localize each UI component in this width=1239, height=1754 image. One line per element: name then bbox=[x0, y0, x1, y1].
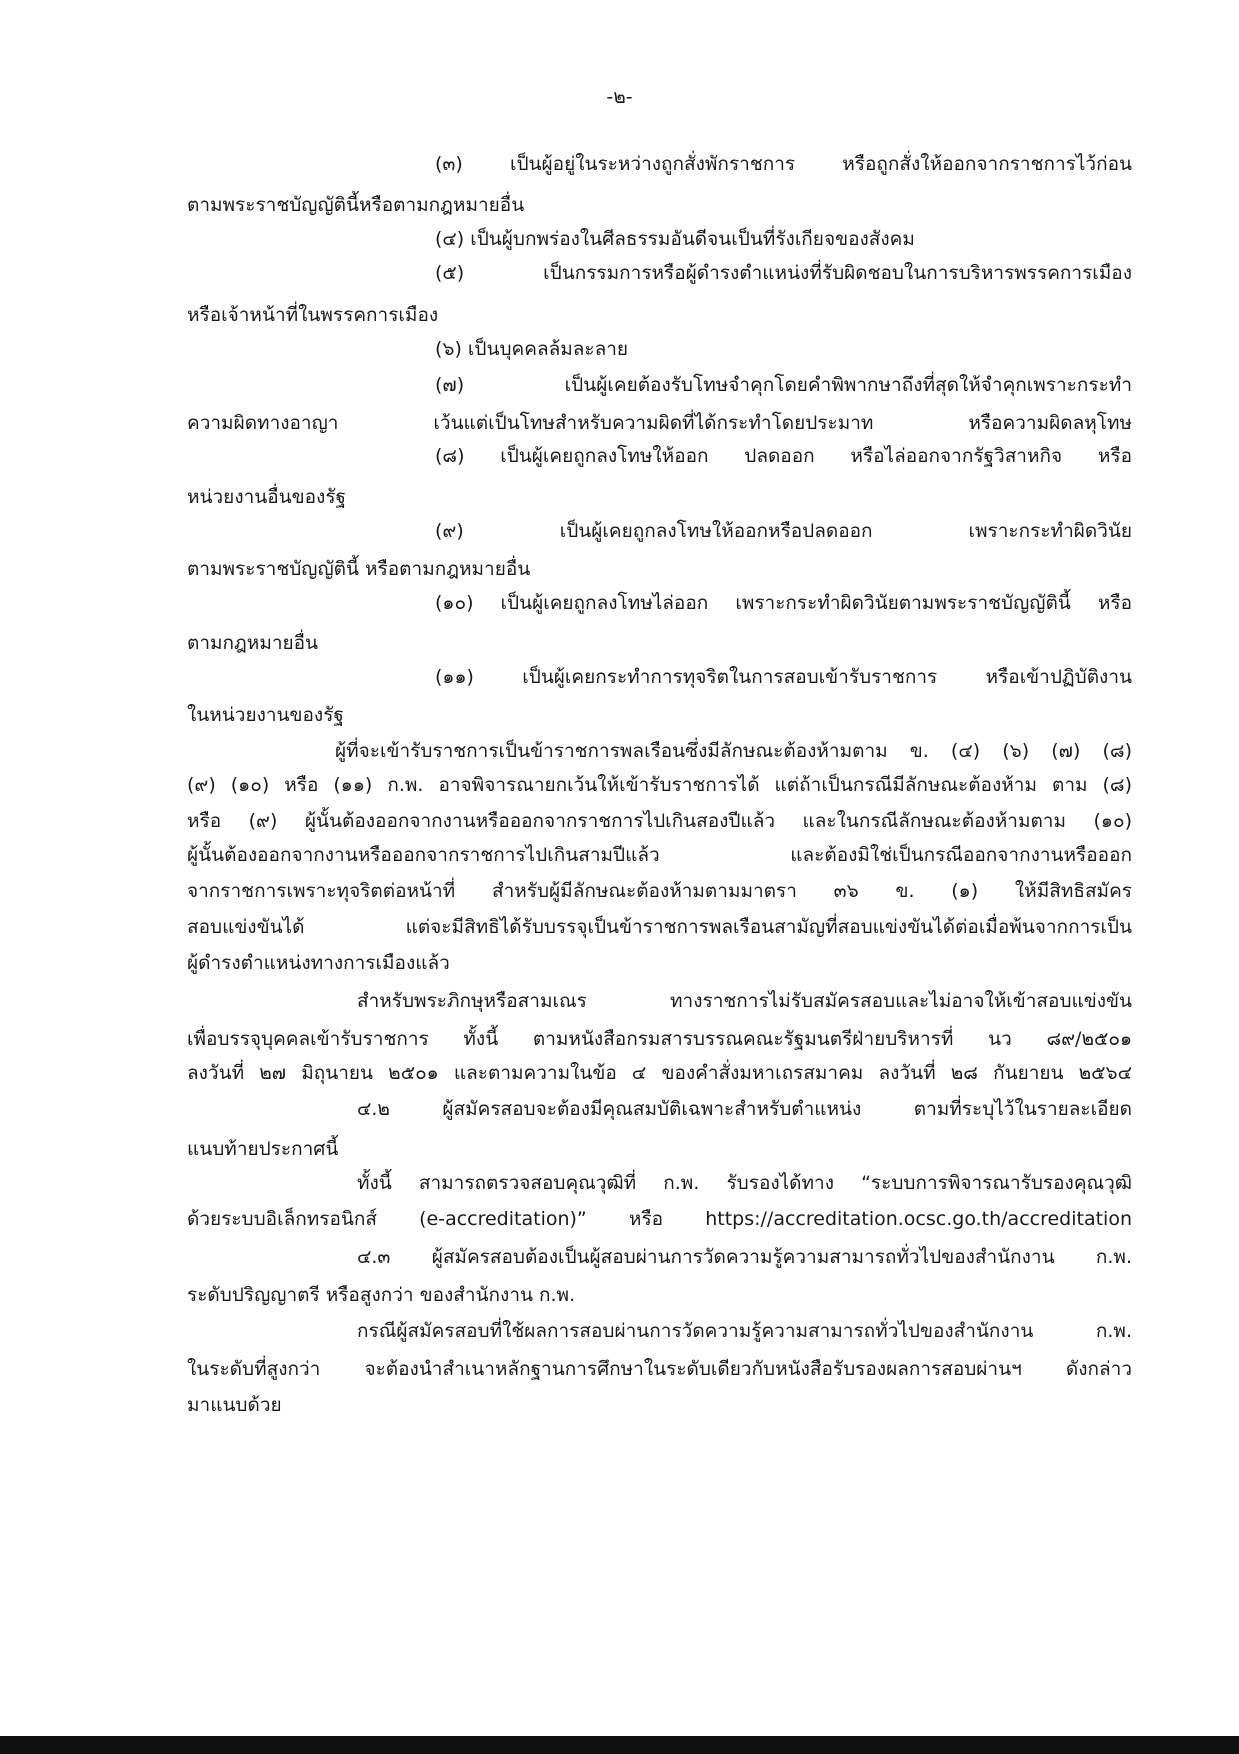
text-line: กรณีผู้สมัครสอบที่ใช้ผลการสอบผ่านการวัดความรู้ความสามารถทั่วไปของสำนักงาน ก.พ. bbox=[357, 1320, 1132, 1342]
text-line: ผู้นั้นต้องออกจากงานหรือออกจากราชการไปเกินสามปีแล้ว และต้องมิใช่เป็นกรณีออกจากงานหรือออก bbox=[187, 844, 1132, 866]
text-line: ผู้ที่จะเข้ารับราชการเป็นข้าราชการพลเรือนซึ่งมีลักษณะต้องห้ามตาม ข. (๔) (๖) (๗) (๘) bbox=[335, 740, 1132, 762]
text-line: (๙) (๑๐) หรือ (๑๑) ก.พ. อาจพิจารณายกเว้นให้เข้ารับราชการได้ แต่ถ้าเป็นกรณีมีลักษณะต้องห้าม ตาม (๘) bbox=[187, 774, 1132, 796]
text-line: ตามพระราชบัญญัตินี้ หรือตามกฎหมายอื่น bbox=[187, 558, 531, 580]
text-line: จากราชการเพราะทุจริตต่อหน้าที่ สำหรับผู้มีลักษณะต้องห้ามตามมาตรา ๓๖ ข. (๑) ให้มีสิทธิสมัคร bbox=[187, 880, 1132, 902]
text-line: ในระดับที่สูงกว่า จะต้องนำสำเนาหลักฐานการศึกษาในระดับเดียวกับหนังสือรับรองผลการสอบผ่านฯ ดังกล่าว bbox=[187, 1358, 1132, 1380]
text-line: ทั้งนี้ สามารถตรวจสอบคุณวุฒิที่ ก.พ. รับรองได้ทาง “ระบบการพิจารณารับรองคุณวุฒิ bbox=[357, 1172, 1132, 1194]
text-line: ในหน่วยงานของรัฐ bbox=[187, 704, 344, 726]
text-line: (๗) เป็นผู้เคยต้องรับโทษจำคุกโดยคำพิพากษาถึงที่สุดให้จำคุกเพราะกระทำ bbox=[435, 374, 1132, 396]
text-line: (๑๐) เป็นผู้เคยถูกลงโทษไล่ออก เพราะกระทำผิดวินัยตามพระราชบัญญัตินี้ หรือ bbox=[435, 592, 1132, 614]
text-line: ด้วยระบบอิเล็กทรอนิกส์ (e-accreditation)” หรือ https://accreditation.ocsc.go.th/accreditation bbox=[187, 1208, 1132, 1230]
text-line: ๔.๒ ผู้สมัครสอบจะต้องมีคุณสมบัติเฉพาะสำหรับตำแหน่ง ตามที่ระบุไว้ในรายละเอียด bbox=[357, 1098, 1132, 1120]
text-line: (๕) เป็นกรรมการหรือผู้ดำรงตำแหน่งที่รับผิดชอบในการบริหารพรรคการเมือง bbox=[435, 262, 1132, 284]
text-line: ตามกฎหมายอื่น bbox=[187, 632, 319, 654]
text-line: (๓) เป็นผู้อยู่ในระหว่างถูกสั่งพักราชการ หรือถูกสั่งให้ออกจากราชการไว้ก่อน bbox=[435, 153, 1132, 175]
text-line: (๖) เป็นบุคคลล้มละลาย bbox=[435, 338, 629, 360]
text-line: ลงวันที่ ๒๗ มิถุนายน ๒๕๐๑ และตามความในข้อ ๔ ของคำสั่งมหาเถรสมาคม ลงวันที่ ๒๘ กันยายน ๒๕๖๔ bbox=[187, 1062, 1132, 1084]
text-line: มาแนบด้วย bbox=[187, 1394, 282, 1416]
text-line: ตามพระราชบัญญัตินี้หรือตามกฎหมายอื่น bbox=[187, 194, 525, 216]
text-line: หน่วยงานอื่นของรัฐ bbox=[187, 486, 347, 508]
text-line: สำหรับพระภิกษุหรือสามเณร ทางราชการไม่รับสมัครสอบและไม่อาจให้เข้าสอบแข่งขัน bbox=[357, 990, 1132, 1012]
text-line: (๙) เป็นผู้เคยถูกลงโทษให้ออกหรือปลดออก เพราะกระทำผิดวินัย bbox=[435, 520, 1132, 542]
text-line: ผู้ดำรงตำแหน่งทางการเมืองแล้ว bbox=[187, 952, 450, 974]
text-line: (๘) เป็นผู้เคยถูกลงโทษให้ออก ปลดออก หรือไล่ออกจากรัฐวิสาหกิจ หรือ bbox=[435, 445, 1132, 467]
text-line: หรือ (๙) ผู้นั้นต้องออกจากงานหรือออกจากราชการไปเกินสองปีแล้ว และในกรณีลักษณะต้องห้ามตาม (๑๐) bbox=[187, 810, 1132, 832]
text-line: (๑๑) เป็นผู้เคยกระทำการทุจริตในการสอบเข้ารับราชการ หรือเข้าปฏิบัติงาน bbox=[435, 666, 1132, 688]
text-line: เพื่อบรรจุบุคคลเข้ารับราชการ ทั้งนี้ ตามหนังสือกรมสารบรรณคณะรัฐมนตรีฝ่ายบริหารที่ นว ๘๙/๒๕๐๑ bbox=[187, 1028, 1132, 1050]
text-line: แนบท้ายประกาศนี้ bbox=[187, 1138, 339, 1160]
text-line: (๔) เป็นผู้บกพร่องในศีลธรรมอันดีจนเป็นที่รังเกียจของสังคม bbox=[435, 228, 915, 250]
scan-border-bar bbox=[0, 1736, 1239, 1754]
text-line: หรือเจ้าหน้าที่ในพรรคการเมือง bbox=[187, 304, 439, 326]
page-number: -๒- bbox=[606, 86, 633, 108]
text-line: สอบแข่งขันได้ แต่จะมีสิทธิได้รับบรรจุเป็นข้าราชการพลเรือนสามัญที่สอบแข่งขันได้ต่อเมื่อพ้นจากการเป็น bbox=[187, 916, 1132, 938]
text-line: ความผิดทางอาญา เว้นแต่เป็นโทษสำหรับความผิดที่ได้กระทำโดยประมาท หรือความผิดลหุโทษ bbox=[187, 412, 1132, 434]
text-line: ๔.๓ ผู้สมัครสอบต้องเป็นผู้สอบผ่านการวัดความรู้ความสามารถทั่วไปของสำนักงาน ก.พ. bbox=[357, 1246, 1132, 1268]
text-line: ระดับปริญญาตรี หรือสูงกว่า ของสำนักงาน ก.พ. bbox=[187, 1284, 576, 1306]
